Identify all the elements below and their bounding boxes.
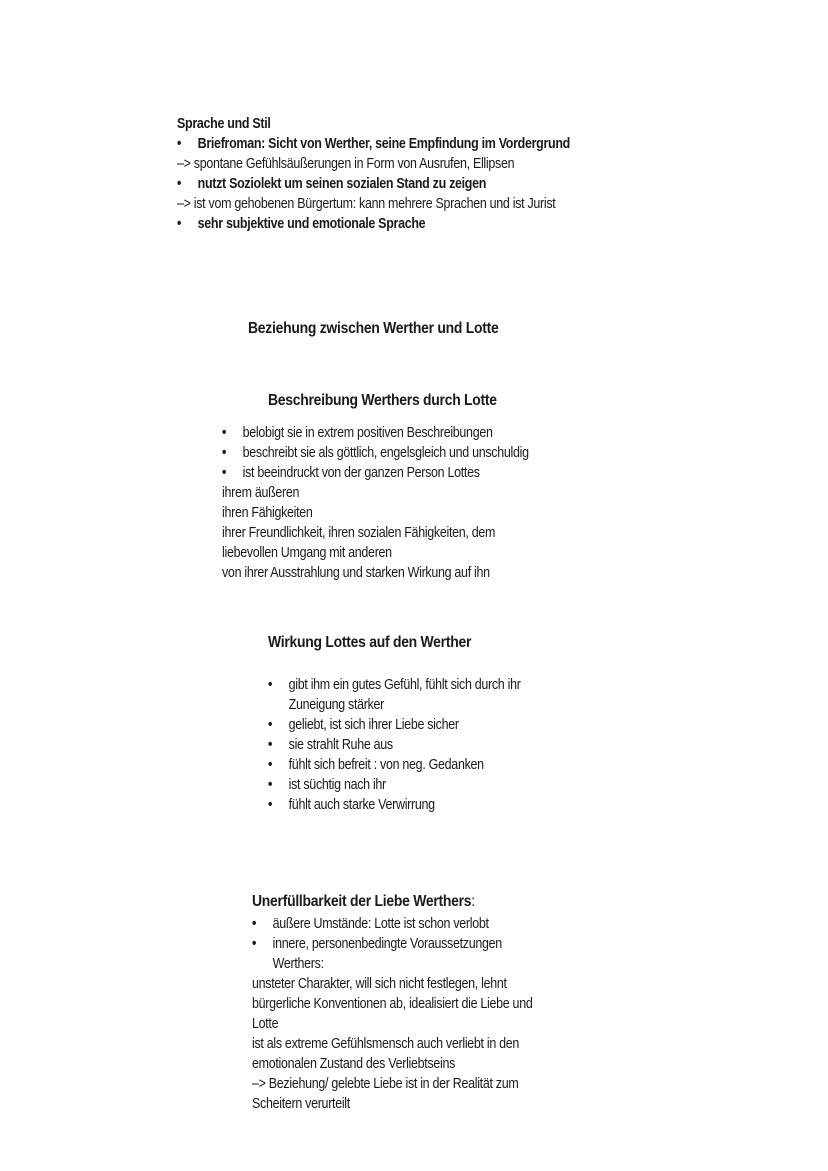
section-beschreibung — [222, 423, 742, 583]
page-heading: Beziehung zwischen Werther und Lotte — [248, 320, 499, 337]
text-line: liebevollen Umgang mit anderen — [222, 545, 392, 561]
text-line: emotionalen Zustand des Verliebtseins — [252, 1056, 456, 1072]
text-line: ist als extreme Gefühlsmensch auch verliebt in den — [252, 1036, 520, 1052]
list-item: • Briefroman: Sicht von Werther, seine Empfindung im Vordergrund — [177, 136, 570, 152]
list-item: • fühlt sich befreit : von neg. Gedanken — [268, 757, 484, 773]
section-title-unerfuellbarkeit: Unerfüllbarkeit der Liebe Werthers: — [252, 893, 475, 910]
bullet-icon: • — [268, 717, 273, 733]
bullet-icon: • — [177, 216, 182, 232]
text-line: ihrem äußeren — [222, 485, 300, 501]
bullet-icon: • — [252, 916, 257, 932]
list-item-continuation: Werthers: — [272, 956, 324, 972]
list-item: • fühlt auch starke Verwirrung — [268, 797, 435, 813]
text-line: bürgerliche Konventionen ab, idealisiert die Liebe und — [252, 996, 533, 1012]
list-item: • ist beeindruckt von der ganzen Person Lottes — [222, 465, 480, 481]
list-item: • geliebt, ist sich ihrer Liebe sicher — [268, 717, 459, 733]
bullet-icon: • — [177, 176, 182, 192]
list-item: • nutzt Soziolekt um seinen sozialen Stand zu zeigen — [177, 176, 487, 192]
list-item: • beschreibt sie als göttlich, engelsgleich und unschuldig — [222, 445, 529, 461]
arrow-note: –> spontane Gefühlsäußerungen in Form von Ausrufen, Ellipsen — [177, 156, 515, 172]
section-wirkung — [268, 675, 748, 815]
text-line: –> Beziehung/ gelebte Liebe ist in der Realität zum — [252, 1076, 519, 1092]
section-sprache-und-stil — [177, 114, 797, 234]
section-unerfuellbarkeit — [252, 893, 752, 1114]
bullet-icon: • — [268, 777, 273, 793]
bullet-icon: • — [222, 465, 227, 481]
list-item: • gibt ihm ein gutes Gefühl, fühlt sich durch ihr — [268, 677, 521, 693]
section-title-wirkung: Wirkung Lottes auf den Werther — [268, 634, 472, 651]
text-line: unsteter Charakter, will sich nicht festlegen, lehnt — [252, 976, 507, 992]
bullet-icon: • — [268, 757, 273, 773]
list-item-continuation: Zuneigung stärker — [288, 697, 385, 713]
bullet-icon: • — [268, 677, 273, 693]
text-line: ihren Fähigkeiten — [222, 505, 313, 521]
bullet-icon: • — [252, 936, 257, 952]
arrow-note: –> ist vom gehobenen Bürgertum: kann mehrere Sprachen und ist Jurist — [177, 196, 556, 212]
list-item: • sehr subjektive und emotionale Sprache — [177, 216, 426, 232]
section-title-beschreibung: Beschreibung Werthers durch Lotte — [268, 392, 497, 409]
text-line: Scheitern verurteilt — [252, 1096, 350, 1112]
bullet-icon: • — [222, 425, 227, 441]
text-line: von ihrer Ausstrahlung und starken Wirkung auf ihn — [222, 565, 490, 581]
list-item: • belobigt sie in extrem positiven Beschreibungen — [222, 425, 493, 441]
list-item: • äußere Umstände: Lotte ist schon verlobt — [252, 916, 489, 932]
text-line: Lotte — [252, 1016, 279, 1032]
list-item: • innere, personenbedingte Voraussetzungen — [252, 936, 502, 952]
list-item: • sie strahlt Ruhe aus — [268, 737, 393, 753]
bullet-icon: • — [177, 136, 182, 152]
bullet-icon: • — [268, 737, 273, 753]
text-line: ihrer Freundlichkeit, ihren sozialen Fähigkeiten, dem — [222, 525, 496, 541]
bullet-icon: • — [222, 445, 227, 461]
section-title: Sprache und Stil — [177, 116, 271, 132]
list-item: • ist süchtig nach ihr — [268, 777, 386, 793]
bullet-icon: • — [268, 797, 273, 813]
